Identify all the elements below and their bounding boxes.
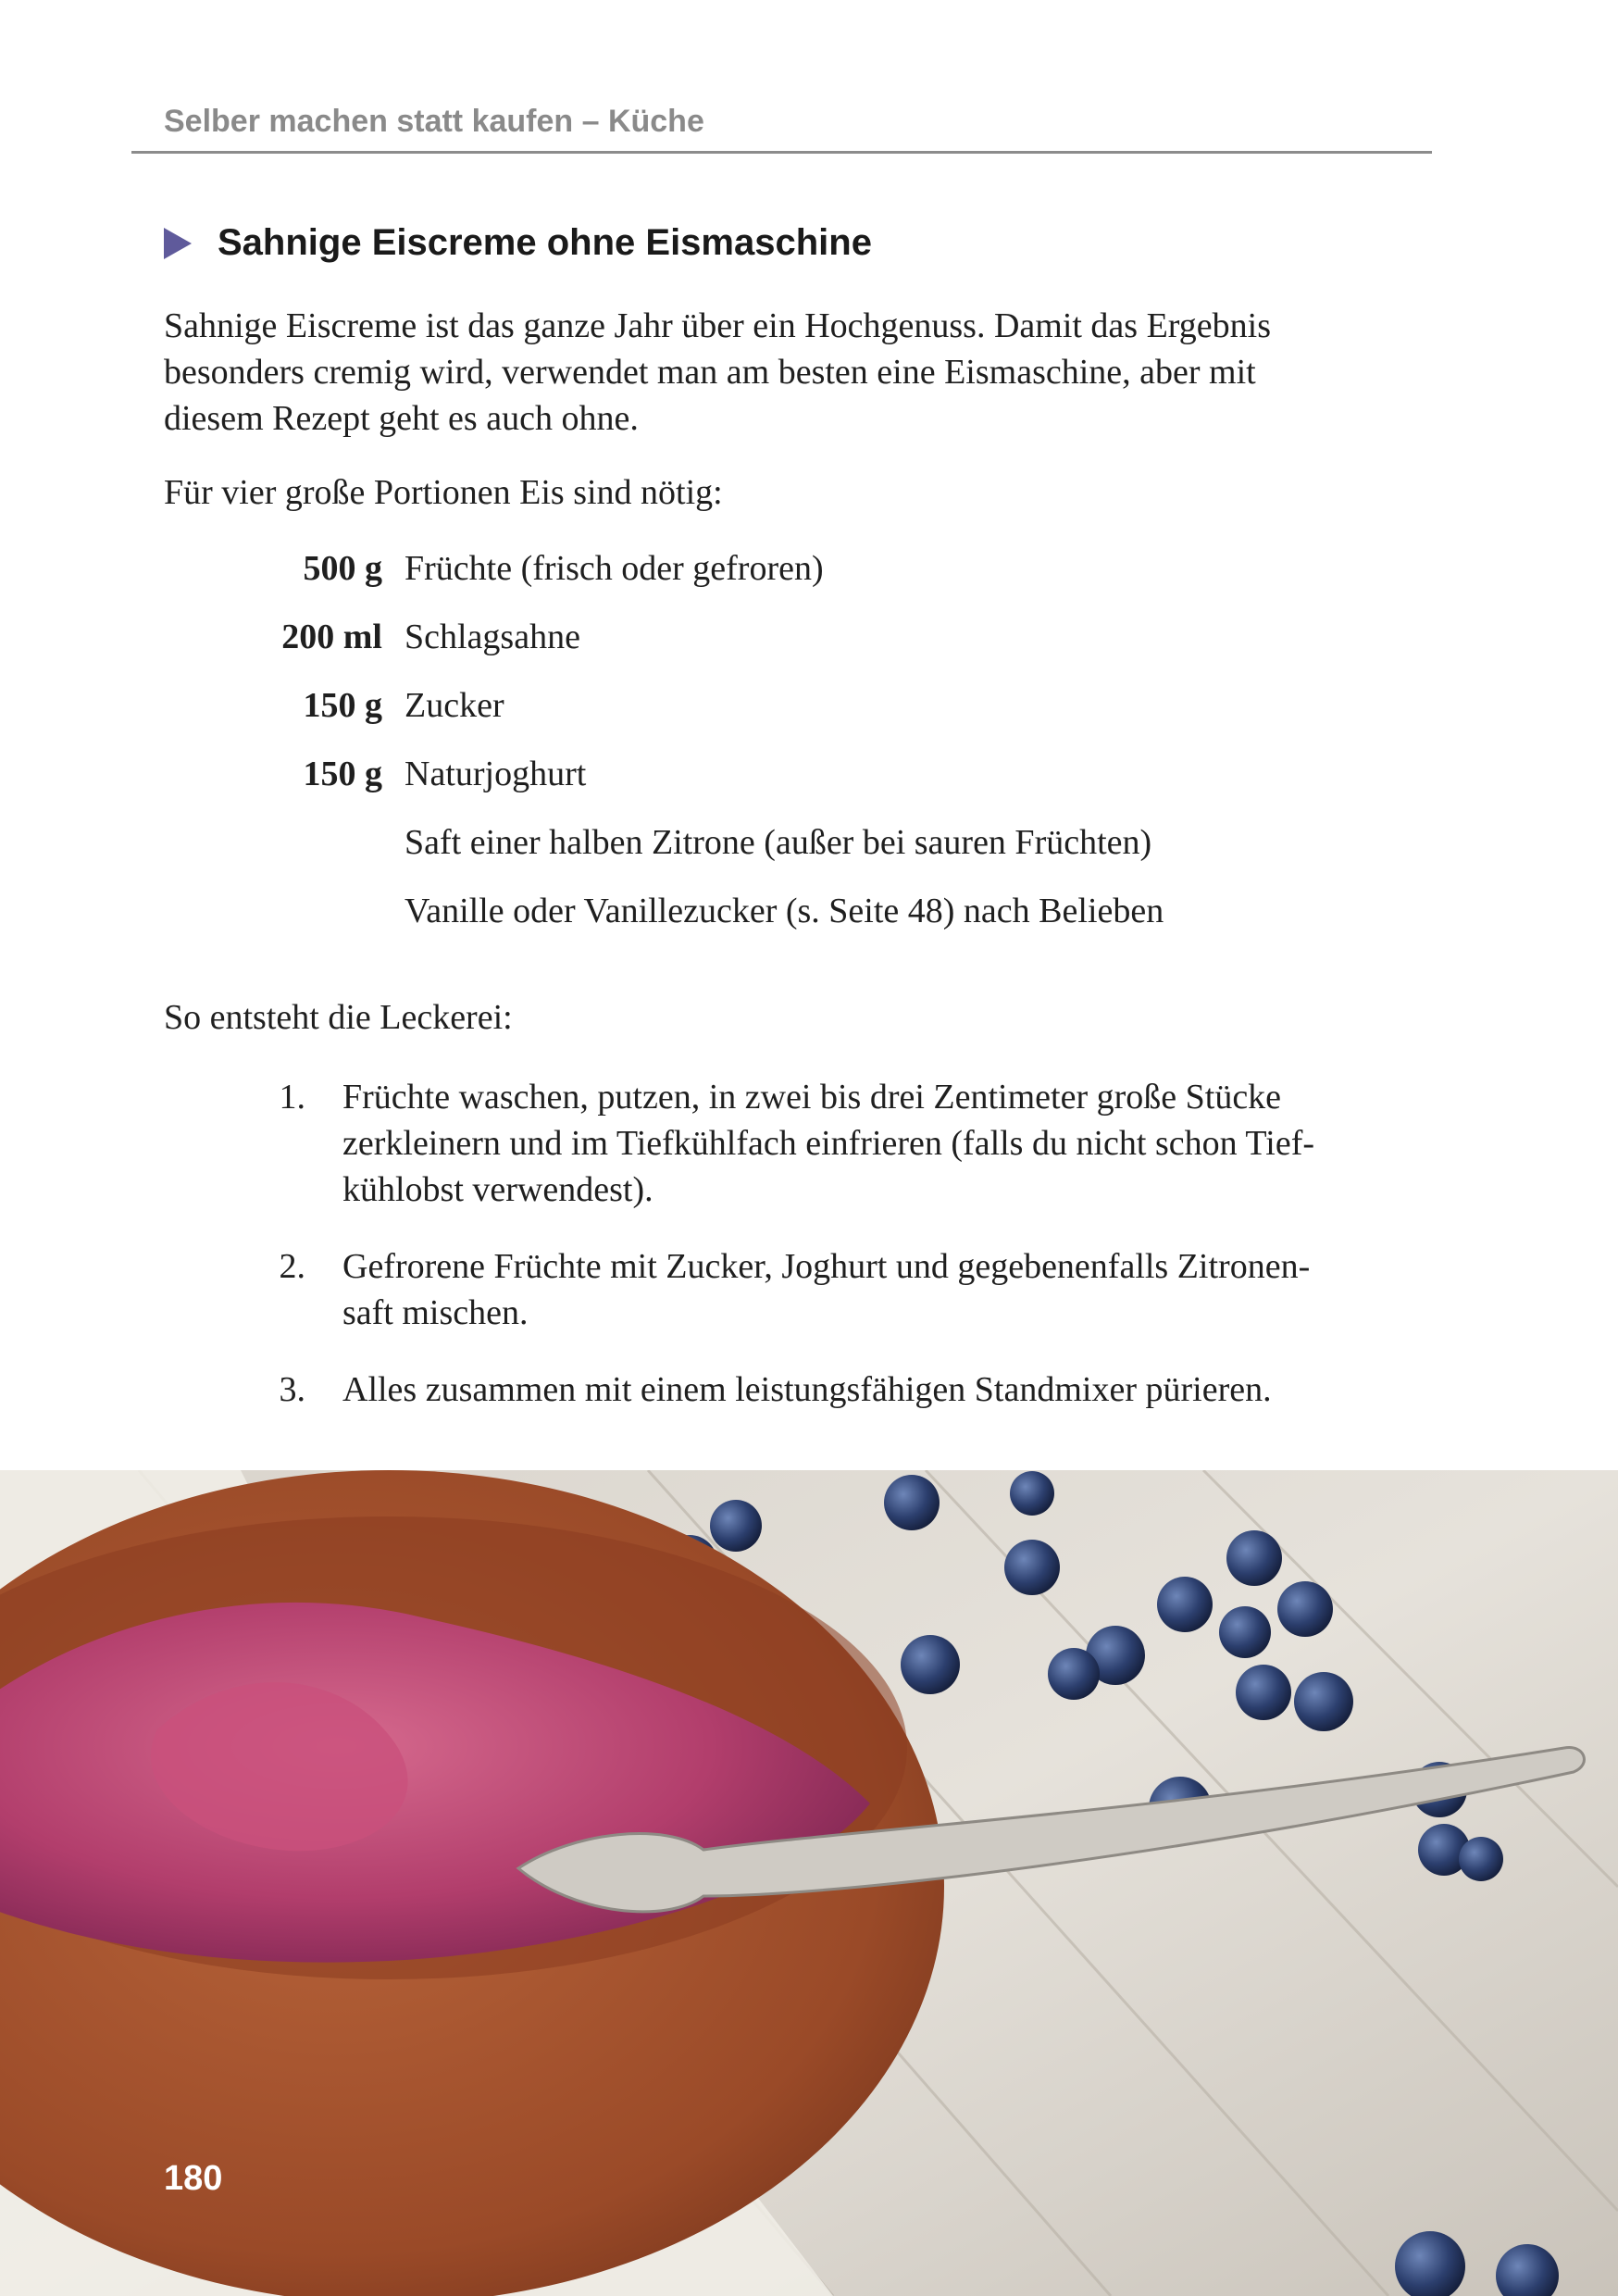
step-number: 1. [279, 1078, 305, 1117]
header-divider [131, 151, 1432, 154]
ingredient-name: Naturjoghurt [404, 755, 587, 793]
ingredient-name: Vanille oder Vanillezucker (s. Seite 48) nach Belieben [404, 892, 1164, 930]
ingredient-row [164, 891, 1164, 959]
running-header: Selber machen statt kaufen – Küche [164, 104, 704, 139]
intro-line: diesem Rezept geht es auch ohne. [164, 399, 639, 438]
intro-line: Sahnige Eiscreme ist das ganze Jahr über ein Hochgenuss. Damit das Ergebnis [164, 306, 1271, 345]
page-number: 180 [164, 2159, 223, 2198]
step-line: kühlobst verwendest). [342, 1170, 653, 1209]
intro-paragraph [164, 303, 1423, 442]
step-line: Früchte waschen, putzen, in zwei bis drei Zentimeter große Stücke [342, 1078, 1282, 1117]
ingredient-row [164, 685, 1164, 754]
step-line: Gefrorene Früchte mit Zucker, Joghurt und gegebenenfalls Zitronen- [342, 1247, 1311, 1286]
step-item [164, 1243, 1395, 1336]
ingredient-row [164, 548, 1164, 617]
step-line: Alles zusammen mit einem leistungsfähigen Standmixer pürieren. [342, 1370, 1272, 1409]
step-number: 3. [279, 1370, 305, 1409]
ingredient-name: Schlagsahne [404, 618, 580, 656]
step-list [164, 1074, 1395, 1443]
ingredient-quantity: 150 g [303, 686, 382, 725]
section-title: Sahnige Eiscreme ohne Eismaschine [218, 222, 872, 263]
ingredient-name: Saft einer halben Zitrone (außer bei sauren Früchten) [404, 823, 1152, 862]
step-text [342, 1074, 1388, 1213]
step-text [342, 1366, 1388, 1413]
ingredients-intro: Für vier große Portionen Eis sind nötig: [164, 473, 723, 512]
ingredient-quantity: 500 g [303, 549, 382, 588]
ingredient-name: Früchte (frisch oder gefroren) [404, 549, 824, 588]
ingredient-row [164, 822, 1164, 891]
step-number: 2. [279, 1247, 305, 1286]
ice-cream-photo [0, 1470, 1618, 2296]
ingredient-quantity: 200 ml [281, 618, 382, 656]
step-text [342, 1243, 1388, 1336]
steps-intro: So entsteht die Leckerei: [164, 998, 513, 1037]
intro-line: besonders cremig wird, verwendet man am besten eine Eismaschine, aber mit [164, 353, 1256, 392]
step-line: zerkleinern und im Tiefkühlfach einfrieren (falls du nicht schon Tief- [342, 1124, 1315, 1163]
ingredient-row [164, 617, 1164, 685]
ingredient-name: Zucker [404, 686, 504, 725]
ingredient-quantity: 150 g [303, 755, 382, 793]
step-item [164, 1366, 1395, 1413]
step-item [164, 1074, 1395, 1213]
section-heading [164, 222, 872, 264]
ingredient-list [164, 548, 1164, 959]
triangle-bullet-icon [164, 228, 192, 259]
step-line: saft mischen. [342, 1293, 529, 1332]
ingredient-row [164, 754, 1164, 822]
